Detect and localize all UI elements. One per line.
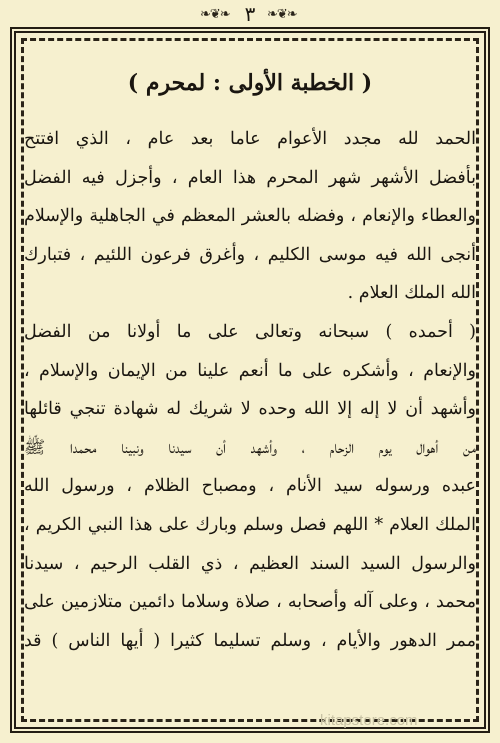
sermon-body (24, 70, 476, 720)
text-line-11: الملك العلام * اللهم فصل وسلم وبارك على هذا النبي الكريم ، (24, 514, 476, 535)
ornament-left: ❧❦❧ (200, 7, 230, 22)
text-line-13: محمد ، وعلى آله وأصحابه ، صلاة وسلاما دائمين متلازمين على (24, 592, 476, 613)
text-line-8: وأشهد أن لا إله إلا الله وحده لا شريك له شهادة تنجي قائلها (24, 399, 476, 420)
text-line-1: الحمد لله مجدد الأعوام عاما بعد عام ، الذي افتتح (24, 129, 476, 149)
text-line-7: والإنعام ، وأشكره على ما أنعم علينا من الإيمان والإسلام ، (24, 360, 476, 381)
page-number: ٣ (244, 2, 256, 26)
text-line-3: والعطاء والإنعام ، وفضله بالعشر المعظم في الجاهلية والإسلام (24, 206, 476, 227)
watermark: kitapstore.com (320, 712, 418, 729)
text-line-9: من أهوال يوم الزحام ، وأشهد أن سيدنا ونبينا محمدا ﷺ (24, 437, 476, 458)
text-line-12: والرسول السيد السند العظيم ، ذي القلب الرحيم ، سيدنا (24, 553, 476, 574)
text-line-10: عبده ورسوله سيد الأنام ، ومصباح الظلام ، ورسول الله (24, 476, 476, 497)
text-line-2: بأفضل الأشهر شهر المحرم هذا العام ، وأجزل فيه الفضل (24, 167, 476, 188)
text-line-5: الله الملك العلام . (347, 283, 476, 304)
text-line-14: ممر الدهور والأيام ، وسلم تسليما كثيرا ( أيها الناس ) قد (24, 630, 476, 651)
text-line-4: أنجى الله فيه موسى الكليم ، وأغرق فرعون اللئيم ، فتبارك (24, 244, 476, 265)
ornament-right: ❧❦❧ (267, 7, 297, 22)
text-line-6: ( أحمده ) سبحانه وتعالى على ما أولانا من الفضل (24, 321, 476, 342)
text-lines (24, 120, 476, 660)
sermon-title: ( الخطبة الأولى : لمحرم ) (127, 70, 373, 96)
